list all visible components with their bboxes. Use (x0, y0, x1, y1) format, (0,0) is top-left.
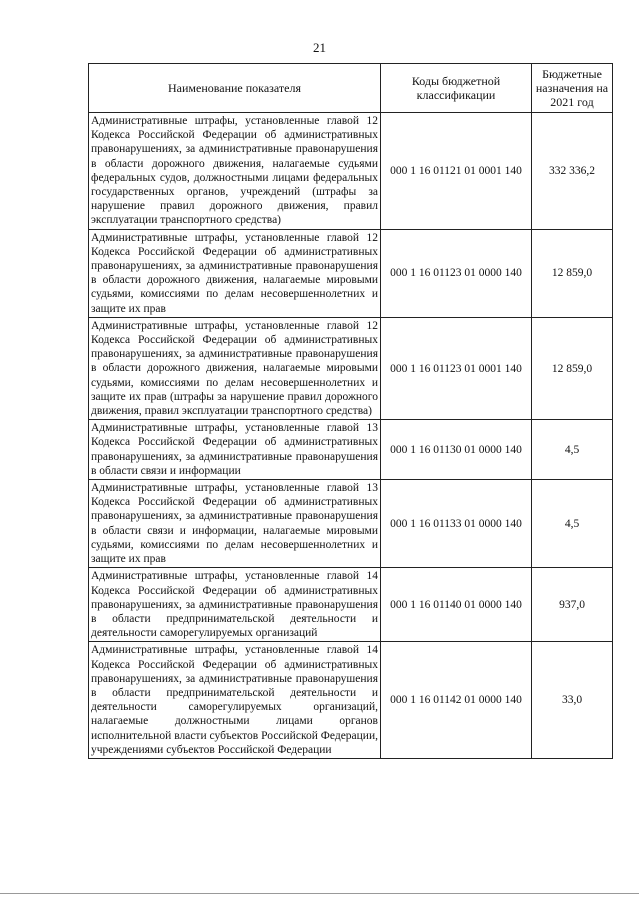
row-amount: 937,0 (532, 568, 613, 642)
row-amount: 12 859,0 (532, 317, 613, 419)
table-row (89, 229, 613, 317)
page-number: 21 (313, 40, 326, 55)
row-name: Административные штрафы, установленные главой 13 Кодекса Российской Федерации об административных правонарушениях, за административные правонарушения в области связи и информации (89, 420, 381, 480)
row-code: 000 1 16 01140 01 0000 140 (381, 568, 532, 642)
row-name: Административные штрафы, установленные главой 14 Кодекса Российской Федерации об административных правонарушениях, за административные правонарушения в области предпринимательской деятельности и деятельности саморегулируемых организаций, налагаемые должностными лицами органов исполнительной власти субъектов Российской Федерации, учреждениями субъектов Российской Федерации (89, 642, 381, 759)
header-code: Коды бюджетной классификации (381, 64, 532, 113)
header-name: Наименование показателя (89, 64, 381, 113)
row-name: Административные штрафы, установленные главой 12 Кодекса Российской Федерации об административных правонарушениях, за административные правонарушения в области дорожного движения, налагаемые мировыми судьями, комиссиями по делам несовершеннолетних и защите их прав (89, 229, 381, 317)
table-row (89, 480, 613, 568)
row-amount: 33,0 (532, 642, 613, 759)
row-amount: 12 859,0 (532, 229, 613, 317)
table-row (89, 317, 613, 419)
row-code: 000 1 16 01130 01 0000 140 (381, 420, 532, 480)
row-code: 000 1 16 01142 01 0000 140 (381, 642, 532, 759)
table-row (89, 420, 613, 480)
row-name: Административные штрафы, установленные главой 12 Кодекса Российской Федерации об административных правонарушениях, за административные правонарушения в области дорожного движения, налагаемые мировыми судьями, комиссиями по делам несовершеннолетних и защите их прав (штрафы за нарушение правил дорожного движения, правил эксплуатации транспортного средства) (89, 317, 381, 419)
row-code: 000 1 16 01133 01 0000 140 (381, 480, 532, 568)
row-code: 000 1 16 01123 01 0001 140 (381, 317, 532, 419)
row-amount: 4,5 (532, 420, 613, 480)
header-amount: Бюджетные назначения на 2021 год (532, 64, 613, 113)
row-amount: 332 336,2 (532, 113, 613, 230)
table-row (89, 113, 613, 230)
row-name: Административные штрафы, установленные главой 12 Кодекса Российской Федерации об административных правонарушениях, за административные правонарушения в области дорожного движения, налагаемые судьями федеральных судов, должностными лицами федеральных государственных органов, учреждений (штрафы за нарушение правил дорожного движения, правил эксплуатации транспортного средства) (89, 113, 381, 230)
row-name: Административные штрафы, установленные главой 14 Кодекса Российской Федерации об административных правонарушениях, за административные правонарушения в области предпринимательской деятельности и деятельности саморегулируемых организаций (89, 568, 381, 642)
page-bottom-rule (0, 893, 639, 894)
row-amount: 4,5 (532, 480, 613, 568)
table-row (89, 642, 613, 759)
row-name: Административные штрафы, установленные главой 13 Кодекса Российской Федерации об административных правонарушениях, за административные правонарушения в области связи и информации, налагаемые мировыми судьями, комиссиями по делам несовершеннолетних и защите их прав (89, 480, 381, 568)
table-row (89, 568, 613, 642)
row-code: 000 1 16 01123 01 0000 140 (381, 229, 532, 317)
table-header-row (89, 64, 613, 113)
row-code: 000 1 16 01121 01 0001 140 (381, 113, 532, 230)
budget-table (88, 63, 613, 759)
